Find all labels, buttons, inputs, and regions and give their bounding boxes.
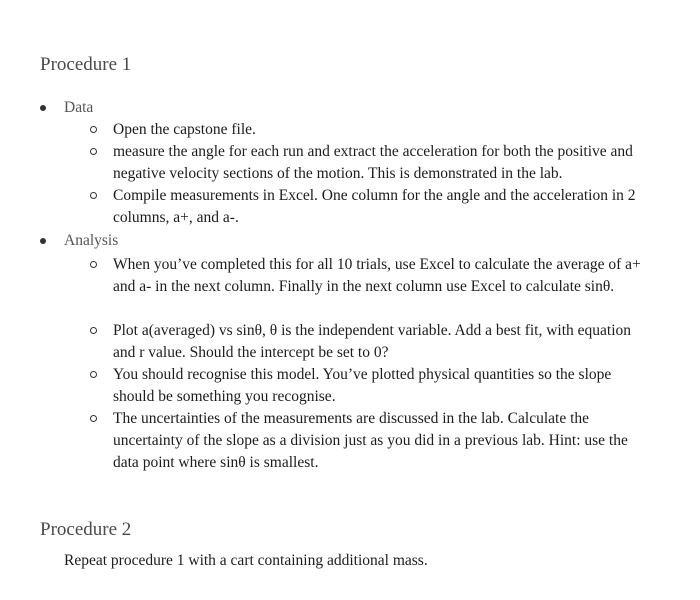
- data-item-text: measure the angle for each run and extract the acceleration for both the positive and negative velocity sections of the motion. This is demonstrated in the lab.: [113, 143, 633, 182]
- data-section-label: Data: [64, 99, 94, 116]
- bullet-icon: [40, 238, 46, 244]
- hollow-bullet-icon: [90, 126, 97, 133]
- hollow-bullet-icon: [90, 371, 97, 378]
- bullet-icon: [40, 105, 46, 111]
- analysis-section-label: Analysis: [64, 232, 119, 249]
- analysis-item-text: You should recognise this model. You’ve plotted physical quantities so the slope should be something you recognise.: [113, 366, 612, 405]
- data-item-text: Compile measurements in Excel. One column for the angle and the acceleration in 2 columns, a+, and a-.: [113, 187, 636, 226]
- data-item-text: Open the capstone file.: [113, 121, 256, 138]
- analysis-item-text: The uncertainties of the measurements are discussed in the lab. Calculate the uncertainty of the slope as a division just as you did in a previous lab. Hint: use the data point where sinθ is smallest.: [113, 410, 628, 471]
- procedure-2-heading: Procedure 2: [40, 519, 132, 540]
- hollow-bullet-icon: [90, 261, 97, 268]
- analysis-item-text: When you’ve completed this for all 10 trials, use Excel to calculate the average of a+ and a- in the next column. Finally in the next column use Excel to calculate sinθ.: [113, 256, 641, 295]
- hollow-bullet-icon: [90, 148, 97, 155]
- hollow-bullet-icon: [90, 327, 97, 334]
- procedure-2-text: Repeat procedure 1 with a cart containing additional mass.: [64, 552, 428, 569]
- hollow-bullet-icon: [90, 415, 97, 422]
- analysis-item-text: Plot a(averaged) vs sinθ, θ is the independent variable. Add a best fit, with equation and r value. Should the intercept be set to 0?: [113, 322, 632, 361]
- procedure-1-heading: Procedure 1: [40, 54, 132, 75]
- hollow-bullet-icon: [90, 192, 97, 199]
